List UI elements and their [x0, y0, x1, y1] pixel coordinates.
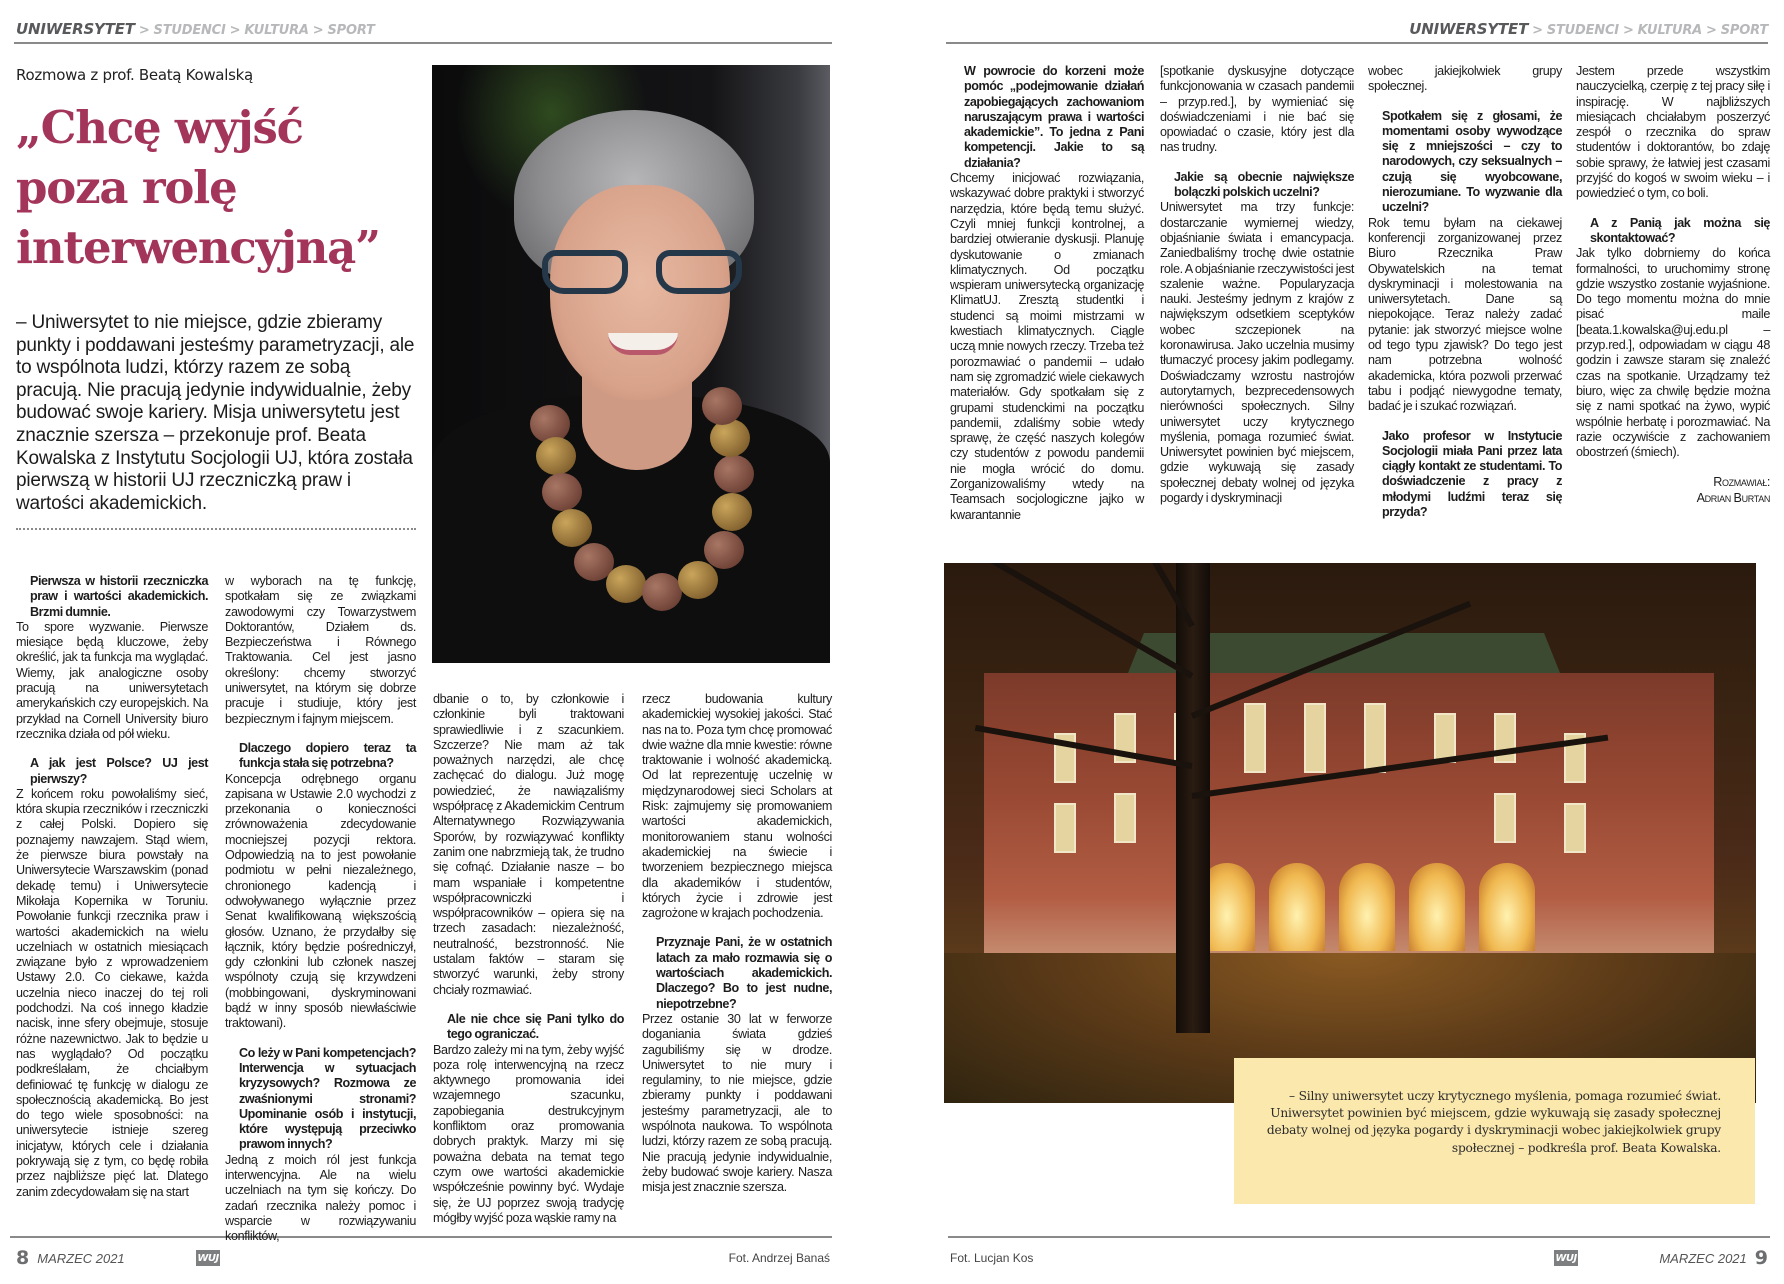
- footer-divider: [10, 1236, 832, 1238]
- building-arch: [1269, 863, 1325, 951]
- section-nav: [1409, 20, 1768, 38]
- nav-item-uniwersytet[interactable]: UNIWERSYTET: [1409, 20, 1529, 38]
- portrait-glasses: [542, 250, 742, 296]
- header-divider: [14, 42, 832, 44]
- article-column-1: [16, 574, 208, 1200]
- nav-separator-icon: >: [1532, 23, 1543, 38]
- nav-item-kultura[interactable]: KULTURA: [1637, 23, 1703, 38]
- interview-question: Przyznaje Pani, że w ostatnich latach za mało rozmawia się o wartościach akademickich. Dlaczego? Bo to jest nudne, niepotrzebne?: [656, 935, 832, 1011]
- necklace-bead: [704, 531, 744, 569]
- footer-credit: [950, 1246, 1033, 1270]
- nav-separator-icon: >: [138, 23, 150, 38]
- footer-credit: [729, 1246, 830, 1270]
- building-arch: [1409, 863, 1465, 951]
- interview-answer: Uniwersytet ma trzy funkcje: dostarczanie wymiernej wiedzy, objaśnianie świata i emancypacja. Zaniedbaliśmy trochę dwie ostatnie role. A objaśnianie rzeczywistości jest szalenie ważne. Popularyzacja nauki. Jesteśmy jednym z krajów z największym odsetkiem sceptyków wobec szczepionek na koronawirusa. Jako uczelnia musimy tłumaczyć procesy jakim podlegamy. Doświadczamy wzrostu nastrojów autorytarnych, bezprecedensowych nierówności społecznych. Silny uniwersytet uczy krytycznego myślenia, pomaga rozumieć świat. Uniwersytet powinien być miejscem, gdzie wykuwają się zasady społecznej debaty wolnej od języka pogardy i dyskryminacji: [1160, 200, 1354, 506]
- building-photo: [944, 563, 1756, 1103]
- photo-caption-box: [1234, 1058, 1755, 1204]
- wuj-logo-icon: WUJ: [1554, 1250, 1578, 1266]
- interview-question: A z Panią jak można się skontaktować?: [1590, 215, 1770, 245]
- interview-question: Ale nie chce się Pani tylko do tego ograniczać.: [447, 1011, 624, 1042]
- nav-separator-icon: >: [312, 23, 324, 38]
- interview-answer: Przez ostanie 30 lat w ferworze doganiania świata gdzieś zagubiliśmy się w drodze. Uniwersytet to nie mury i regulaminy, to nie miejsce, gdzie zbieramy punkty i poddawani jesteśmy parametryzacji, ale to wspólnota naukowa. To wspólnota ludzi, którzy razem ze sobą pracują. Nie pracują jedynie indywidualnie, żeby budować swoje kariery. Nasza misja jest znacznie szersza.: [642, 1011, 832, 1195]
- header-divider: [946, 42, 1768, 44]
- building-arch: [1479, 863, 1535, 951]
- interview-answer: Rok temu byłam na ciekawej konferencji zorganizowanej przez Biuro Rzecznika Praw Obywatelskich na temat dyskryminacji i molestowania na uniwersytetach. Dane są niepokojące. Teraz należy zadać pytanie: jak stworzyć miejsce wolne od tego typu zjawisk? Do tego jest nam potrzebna wolność akademicka, która pozwoli przerwać tabu i podjąć niewygodne tematy, badać je i szukać rozwiązań.: [1368, 215, 1562, 414]
- article-column-8: [1576, 64, 1770, 506]
- interview-answer: To spore wyzwanie. Pierwsze miesiące będą kluczowe, żeby określić, jak ta funkcja ma wyglądać. Wiemy, jak analogiczne osoby pracują na uniwersytetach amerykańskich czy europejskich. Na przykład na Cornell University biuro rzecznika działa od pół wieku.: [16, 619, 208, 741]
- interview-question: A jak jest Polsce? UJ jest pierwszy?: [30, 756, 208, 786]
- article-title: „Chcę wyjść poza rolę interwencyjną”: [16, 101, 380, 274]
- necklace-bead: [606, 565, 646, 603]
- necklace-bead: [542, 473, 582, 511]
- building-window: [1244, 703, 1266, 773]
- interview-answer: Jak tylko dobrniemy do końca formalności, to uruchomimy stronę gdzie wszystko zostanie wyjaśnione. Do tego momentu można do mnie pisać maile [beata.1.kowalska@uj.edu.pl – przyp.red.], odpowiadam w ciągu 48 godzin i zawsze staram się znaleźć czas na spotkanie. Urządzamy też biuro, więc za chwilę będzie można się z nami spotkać na żywo, wypić wspólnie herbatę i porozmawiać. Na razie oczywiście z zachowaniem obostrzeń (śmiech).: [1576, 246, 1770, 460]
- building-arch: [1339, 863, 1395, 951]
- interview-answer: Jedną z moich ról jest funkcja interwencyjna. Ale na wielu uczelniach na tym się kończy. Do zadań rzecznika należy pomoc i wsparcie w rozwiązywaniu konfliktów,: [225, 1152, 416, 1244]
- left-page: [0, 0, 850, 1284]
- interview-answer: rzecz budowania kultury akademickiej wysokiej jakości. Stać nas na to. Poza tym chcę promować dwie ważne dla mnie kwestie: równe traktowanie i wolność akademicką. Od lat reprezentuję uczelnię w międzynarodowej sieci Scholars at Risk: zajmujemy się promowaniem wartości akademickich, monitorowaniem stanu wolności akademickiej na świecie i tworzeniem bezpiecznego miejsca dla akademików i studentów, których życie i zdrowie jest zagrożone w krajach pochodzenia.: [642, 692, 832, 921]
- article-column-4: [642, 692, 832, 1196]
- footer-logo: [1554, 1246, 1578, 1270]
- interview-answer: [spotkanie dyskusyjne dotyczące funkcjonowania w czasach pandemii – przyp.red.], by wymieniać się doświadczeniami i nie bać się opowiadać o czasie, który jest dla nas trudny.: [1160, 64, 1354, 155]
- interview-answer: wobec jakiejkolwiek grupy społecznej.: [1368, 64, 1562, 94]
- interview-answer: dbanie o to, by członkowie i członkinie byli traktowani sprawiedliwie i z szacunkiem. Szczerze? Nie mam aż tak poważnych narzędzi, ale chcę zachęcać do dialogu. Już mogę powiedzieć, że nawiązaliśmy współpracę z Akademickim Centrum Alternatywnego Rozwiązywania Sporów, by rozwiązywać konflikty zanim one nabrzmieją tak, że trudno się cofnąć. Działanie nasze – bo mam wspaniałe i kompetentne współpracowniczki i współpracowników – opiera się na trzech zasadach: niezależność, neutralność, bezstronność. Nie ustalam faktów – staram się stworzyć warunki, żeby strony chciały rozmawiać.: [433, 692, 624, 997]
- necklace-bead: [702, 387, 742, 425]
- article-column-5: [950, 64, 1144, 523]
- interview-question: Dlaczego dopiero teraz ta funkcja stała się potrzebna?: [239, 740, 416, 771]
- article-column-6: [1160, 64, 1354, 506]
- footer-logo: [196, 1246, 220, 1270]
- interview-question: Jakie są obecnie największe bolączki polskich uczelni?: [1174, 169, 1354, 200]
- interview-answer: Chcemy inicjować rozwiązania, wskazywać dobre praktyki i stworzyć narzędzia, które będą temu służyć. Czyli mniej funkcji kontrolnej, a bardziej otwieranie dyskusji. Planuję dyskutowanie o zmianach klimatycznych. Od początku wspieram uniwersytecką organizację KlimatUJ. Zresztą studentki i studenci są moimi mistrzami w kwestiach klimatycznych. Ciągle uczą mnie nowych rzeczy. Trzeba też porozmawiać o pandemii – udało nam się zgromadzić wiele ciekawych materiałów. Gdy spotkałam się z grupami studenckimi na początku pandemii, zdaliśmy sobie wtedy sprawę, że część naszych kolegów czy studentów z powodu pandemii nie mogła wrócić do domu. Zorganizowaliśmy wtedy na Teamsach socjologiczne jajko w kwarantannie: [950, 171, 1144, 522]
- signature-name: Adrian Burtan: [1696, 491, 1770, 506]
- nav-item-sport[interactable]: SPORT: [1720, 23, 1768, 38]
- building-window: [1054, 803, 1076, 853]
- interview-question: Pierwsza w historii rzeczniczka praw i wartości akademickich. Brzmi dumnie.: [30, 574, 208, 619]
- article-kicker: Rozmowa z prof. Beatą Kowalską: [16, 66, 253, 84]
- necklace-bead: [714, 455, 754, 493]
- nav-item-sport[interactable]: SPORT: [327, 23, 375, 38]
- interview-answer: Jestem przede wszystkim nauczycielką, czerpię z tej pracy siłę i inspirację. W najbliższych miesiącach chciałabym poszerzyć zespół o rzecznika do spraw studentów i doktorantów, bo zdaję sobie sprawy, że łatwiej jest czasami przyjść do kogoś w swoim wieku – i powiedzieć o tym, co boli.: [1576, 64, 1770, 201]
- nav-separator-icon: >: [1622, 23, 1634, 38]
- building-window: [1364, 703, 1386, 773]
- necklace-bead: [712, 493, 752, 531]
- necklace-bead: [710, 419, 750, 457]
- portrait-smile: [608, 333, 678, 355]
- interview-answer: w wyborach na tę funkcję, spotkałam się ze związkami zawodowymi czy Towarzystwem Doktorantów, Działem ds. Bezpieczeństwa i Równego Traktowania. Cel jest jasno określony: chcemy stworzyć uniwersytet, na którym się dobrze pracuje i studiuje, który jest bezpiecznym i fajnym miejscem.: [225, 574, 416, 726]
- page-number: 8: [16, 1247, 30, 1269]
- interview-answer: Z końcem roku powołaliśmy sieć, która skupia rzeczników i rzeczniczki z całej Polski. Dopiero się poznajemy nawzajem. Stąd wiem, że pierwsze biura powstały na Uniwersytecie Warszawskim (ponad dekadę temu) i Uniwersytecie Mikołaja Kopernika w Toruniu. Powołanie funkcji rzecznika praw i wartości akademickich na wielu uczelniach w ostatnich miesiącach związane było z wprowadzeniem Ustawy 2.0. Co ciekawe, każda uczelnia nieco inaczej do tej roli podchodzi. Na coś innego kładzie nacisk, inne sfery obejmuje, stosuje różne nazewnictwo. Jak to będzie u nas wyglądało? Od początku podkreślałam, że chciałbym definiować tę funkcję w dialogu ze społecznością akademicką. Bo jest do tego wiele sposobności: na uniwersytecie istnieje szereg inicjatyw, których cele i działania pokrywają się z tym, co będę robiła przez najbliższe pięć lat. Dlatego zanim zdecydowałam się na start: [16, 786, 208, 1199]
- nav-separator-icon: >: [1706, 23, 1717, 38]
- nav-item-studenci[interactable]: STUDENCI: [153, 23, 226, 38]
- nav-item-studenci[interactable]: STUDENCI: [1546, 23, 1619, 38]
- building-window: [1564, 803, 1586, 853]
- footer-divider: [948, 1236, 1770, 1238]
- interview-question: Jako profesor w Instytucie Socjologii miała Pani przez lata ciągły kontakt ze studentami. To doświadczenie z pracy z młodymi ludźmi teraz się przyda?: [1382, 428, 1562, 520]
- article-column-7: [1368, 64, 1562, 520]
- nav-item-uniwersytet[interactable]: UNIWERSYTET: [16, 20, 135, 38]
- photo-credit: Fot. Lucjan Kos: [950, 1251, 1034, 1265]
- issue-date: MARZEC 2021: [37, 1250, 125, 1266]
- lead-divider: [16, 528, 416, 530]
- footer-right: [1659, 1246, 1768, 1270]
- portrait-photo: [432, 65, 830, 663]
- interview-answer: Koncepcja odrębnego organu zapisana w Ustawie 2.0 wychodzi z przekonania o konieczności zrównoważenia zdecydowanie mocniejszej pozycji rektora. Odpowiedzią na to jest powołanie podmiotu w pełni niezależnego, chronionego kadencją i odwoływanego wyłącznie przez Senat kwalifikowaną większością głosów. Uznano, że przydałby się łącznik, który będzie pośredniczył, gdy członkini lub członek naszej wspólnoty czują się krzywdzeni (mobbingowani, dyskryminowani bądź w inny sposób niewłaściwie traktowani).: [225, 771, 416, 1031]
- necklace-bead: [678, 561, 718, 599]
- interview-question: Co leży w Pani kompetencjach? Interwencja w sytuacjach kryzysowych? Rozmowa ze zwaśnionymi stronami? Upominanie osób i instytucji, które występują przeciwko prawom innych?: [239, 1045, 416, 1152]
- section-nav: [16, 20, 375, 38]
- article-column-2: [225, 574, 416, 1244]
- footer-left: [16, 1246, 125, 1270]
- photo-credit: Fot. Andrzej Banaś: [728, 1251, 830, 1265]
- nav-item-kultura[interactable]: KULTURA: [244, 23, 309, 38]
- building-window: [1494, 793, 1516, 843]
- article-column-3: [433, 692, 624, 1226]
- page-number: 9: [1754, 1247, 1768, 1269]
- necklace-bead: [642, 573, 682, 611]
- issue-date: MARZEC 2021: [1659, 1250, 1747, 1266]
- signature-label: Rozmawiał:: [1713, 475, 1770, 490]
- building-window: [1114, 793, 1136, 843]
- interview-question: W powrocie do korzeni może pomóc „podejmowanie działań zapobiegających zachowaniom naruszającym prawa i wartości akademickie”. To jedna z Pani kompetencji. Jakie to są działania?: [964, 64, 1144, 170]
- building-window: [1304, 703, 1326, 773]
- necklace-bead: [536, 437, 576, 475]
- necklace-bead: [552, 509, 592, 547]
- wuj-logo-icon: WUJ: [196, 1250, 220, 1266]
- interview-question: Spotkałem się z głosami, że momentami osoby wywodzące się z mniejszości – czy to narodowych, czy seksualnych – czują się wyobcowane, nierozumiane. To wyzwanie dla uczelni?: [1382, 108, 1562, 215]
- interview-answer: Bardzo zależy mi na tym, żeby wyjść poza rolę interwencyjną na rzecz aktywnego promowania idei wzajemnego szacunku, zapobiegania destrukcyjnym konfliktom oraz promowania dobrych praktyk. Marzy mi się poważna debata na temat tego czym owe wartości akademickie współcześnie powinny być. Wydaje się, że UJ poprzez swoją tradycję mógłby wyjść poza wąskie ramy na: [433, 1042, 624, 1225]
- interviewer-signature: [1576, 474, 1770, 506]
- article-lead: – Uniwersytet to nie miejsce, gdzie zbieramy punkty i poddawani jesteśmy parametryzacji, ale to wspólnota ludzi, którzy razem ze sobą pracują. Nie pracują jedynie indywidualnie, żeby budować swoje kariery. Misja uniwersytetu jest znacznie szersza – przekonuje prof. Beata Kowalska z Instytutu Socjologii UJ, która została pierwszą w historii UJ rzeczniczką praw i wartości akademickich.: [16, 312, 415, 514]
- photo-caption: – Silny uniwersytet uczy krytycznego myślenia, pomaga rozumieć świat. Uniwersytet powinien być miejscem, gdzie wykuwają się zasady społecznej debaty wolnej od języka pogardy i dyskryminacji wobec jakiejkolwiek grupy społecznej – podkreśla prof. Beata Kowalska.: [1266, 1089, 1721, 1155]
- nav-separator-icon: >: [229, 23, 241, 38]
